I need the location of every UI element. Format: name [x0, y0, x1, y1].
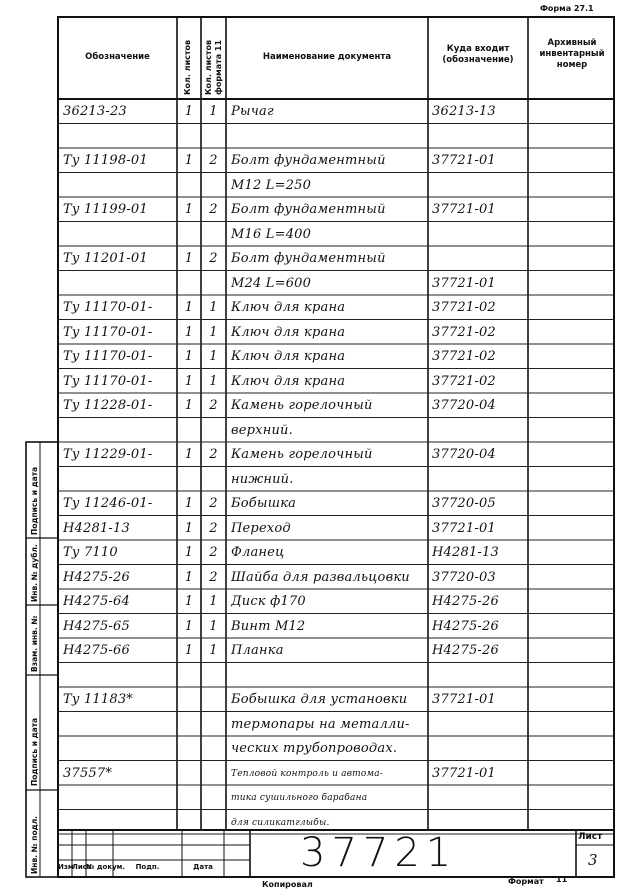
- cell-format-sheets: 2: [209, 202, 218, 217]
- cell-sheets: 1: [184, 104, 194, 119]
- cell-where-used: 37721-01: [432, 153, 496, 168]
- cell-sheets: 1: [184, 153, 194, 168]
- cell-where-used: 37721-02: [432, 324, 496, 340]
- cell-where-used: 37721-01: [432, 520, 496, 536]
- cell-designation: Н4275-65: [63, 618, 130, 634]
- stamp-document-number: 37721: [300, 830, 458, 876]
- cell-format-sheets: 2: [209, 447, 218, 462]
- cell-designation: 36213-23: [63, 104, 127, 119]
- cell-designation: Ту 11201-01: [63, 251, 148, 266]
- cell-doc-name: Камень горелочный: [231, 447, 373, 462]
- cell-sheets: 1: [184, 520, 194, 536]
- cell-designation: Н4275-64: [63, 594, 130, 609]
- header-sheets: Кол. листов: [183, 39, 192, 95]
- cell-sheets: 1: [184, 496, 194, 511]
- cell-designation: 37557*: [63, 765, 113, 781]
- cell-format-sheets: 1: [209, 300, 218, 315]
- cell-format-sheets: 1: [209, 618, 218, 634]
- footer-copied: Копировал: [262, 880, 313, 889]
- cell-designation: Н4275-66: [63, 643, 130, 658]
- cell-where-used: 37721-01: [432, 202, 496, 217]
- cell-where-used: Н4275-26: [432, 594, 499, 609]
- cell-format-sheets: 2: [209, 153, 218, 168]
- header-archive: Архивный инвентарный номер: [539, 38, 605, 70]
- cell-sheets: 1: [184, 398, 194, 413]
- form-label: Форма 27.1: [540, 4, 594, 13]
- cell-sheets: 1: [184, 545, 194, 560]
- cell-designation: Ту 11183*: [63, 692, 133, 707]
- cell-designation: Ту 11170-01-: [63, 373, 153, 389]
- cell-sheets: 1: [184, 202, 194, 217]
- cell-format-sheets: 2: [209, 398, 218, 413]
- cell-doc-name: Рычаг: [231, 104, 274, 119]
- cell-where-used: Н4281-13: [432, 545, 499, 560]
- stamp-col-izm: Изм: [58, 863, 74, 871]
- side-label-inv-podl: Инв. № подл.: [30, 815, 39, 874]
- stamp-sheet-label: Лист: [578, 832, 603, 842]
- cell-where-used: 36213-13: [432, 104, 496, 119]
- cell-doc-name: Болт фундаментный: [231, 153, 386, 168]
- cell-doc-name: для силикатглыбы.: [231, 817, 330, 828]
- cell-format-sheets: 1: [209, 373, 218, 389]
- stamp-col-date: Дата: [193, 863, 213, 871]
- cell-format-sheets: 1: [209, 104, 218, 119]
- cell-where-used: Н4275-26: [432, 643, 499, 658]
- header-sheets-format: Кол. листов формата 11: [204, 39, 223, 95]
- cell-format-sheets: 2: [209, 520, 218, 536]
- cell-doc-name: Шайба для развальцовки: [231, 569, 410, 585]
- cell-doc-name: Бобышка для установки: [231, 692, 408, 707]
- cell-doc-name: Бобышка: [231, 496, 297, 511]
- side-label-inv-dubl: Инв. № дубл.: [30, 544, 39, 602]
- cell-doc-name: Ключ для крана: [231, 300, 346, 315]
- stamp-col-doc: № докум.: [86, 863, 126, 871]
- cell-doc-name: М12 L=250: [231, 177, 312, 193]
- cell-doc-name: Ключ для крана: [231, 373, 346, 389]
- cell-where-used: 37721-02: [432, 349, 496, 364]
- side-label-signature-date: Подпись и дата: [30, 466, 39, 535]
- cell-format-sheets: 2: [209, 496, 218, 511]
- cell-designation: Н4275-26: [63, 569, 130, 585]
- stamp-col-sign: Подп.: [135, 863, 160, 871]
- cell-doc-name: Винт М12: [231, 618, 306, 634]
- cell-doc-name: ческих трубопроводах.: [231, 741, 398, 756]
- footer-format-value: 11: [556, 875, 568, 884]
- cell-doc-name: Болт фундаментный: [231, 251, 386, 266]
- cell-where-used: 37721-02: [432, 373, 496, 389]
- cell-sheets: 1: [184, 373, 194, 389]
- cell-doc-name: Диск ф170: [231, 594, 306, 609]
- cell-sheets: 1: [184, 300, 194, 315]
- cell-where-used: 37721-01: [432, 275, 496, 291]
- side-label-vzam-inv: Взам. инв. №: [30, 615, 39, 672]
- side-label-signature-date-2: Подпись и дата: [30, 717, 39, 786]
- cell-doc-name: Болт фундаментный: [231, 202, 386, 217]
- cell-designation: Ту 11170-01-: [63, 300, 153, 315]
- cell-doc-name: Фланец: [231, 545, 285, 560]
- cell-doc-name: термопары на металли-: [231, 716, 410, 732]
- cell-sheets: 1: [184, 643, 194, 658]
- cell-format-sheets: 2: [209, 251, 218, 266]
- cell-designation: Ту 11199-01: [63, 202, 148, 217]
- cell-sheets: 1: [184, 251, 194, 266]
- cell-doc-name: верхний.: [231, 422, 293, 438]
- cell-doc-name: Ключ для крана: [231, 349, 346, 364]
- stamp-col-list: Лист: [72, 863, 91, 871]
- cell-where-used: 37721-01: [432, 692, 496, 707]
- cell-doc-name: Ключ для крана: [231, 324, 346, 340]
- header-designation: Обозначение: [85, 52, 150, 62]
- cell-doc-name: М16 L=400: [231, 226, 312, 242]
- cell-where-used: 37720-05: [432, 496, 496, 511]
- cell-sheets: 1: [184, 569, 194, 585]
- cell-designation: Ту 11170-01-: [63, 349, 153, 364]
- cell-doc-name: М24 L=600: [231, 275, 312, 291]
- cell-doc-name: Камень горелочный: [231, 398, 373, 413]
- cell-sheets: 1: [184, 349, 194, 364]
- cell-doc-name: тика сушильного барабана: [231, 793, 368, 803]
- cell-format-sheets: 2: [209, 545, 218, 560]
- cell-where-used: 37721-01: [432, 765, 496, 781]
- cell-designation: Ту 11170-01-: [63, 324, 153, 340]
- cell-format-sheets: 1: [209, 349, 218, 364]
- header-doc-name: Наименование документа: [262, 52, 392, 62]
- header-where-used: Куда входит (обозначение): [442, 44, 514, 65]
- cell-designation: Н4281-13: [63, 520, 130, 536]
- cell-where-used: 37720-04: [432, 398, 496, 413]
- stamp-sheet-value: 3: [588, 851, 598, 869]
- cell-sheets: 1: [184, 594, 194, 609]
- cell-format-sheets: 2: [209, 569, 218, 585]
- cell-designation: Ту 7110: [63, 545, 118, 560]
- cell-designation: Ту 11246-01-: [63, 496, 153, 511]
- cell-format-sheets: 1: [209, 643, 218, 658]
- cell-doc-name: Переход: [231, 520, 291, 536]
- cell-designation: Ту 11229-01-: [63, 447, 153, 462]
- cell-doc-name: нижний.: [231, 471, 294, 487]
- cell-format-sheets: 1: [209, 324, 218, 340]
- footer-format: Формат: [508, 877, 544, 886]
- cell-where-used: 37721-02: [432, 300, 496, 315]
- cell-doc-name: Планка: [231, 643, 284, 658]
- cell-sheets: 1: [184, 447, 194, 462]
- cell-format-sheets: 1: [209, 594, 218, 609]
- cell-where-used: 37720-03: [432, 569, 496, 585]
- cell-designation: Ту 11198-01: [63, 153, 148, 168]
- cell-where-used: 37720-04: [432, 447, 496, 462]
- cell-sheets: 1: [184, 324, 194, 340]
- cell-sheets: 1: [184, 618, 194, 634]
- cell-designation: Ту 11228-01-: [63, 398, 153, 413]
- cell-where-used: Н4275-26: [432, 618, 499, 634]
- cell-doc-name: Тепловой контроль и автома-: [231, 768, 383, 779]
